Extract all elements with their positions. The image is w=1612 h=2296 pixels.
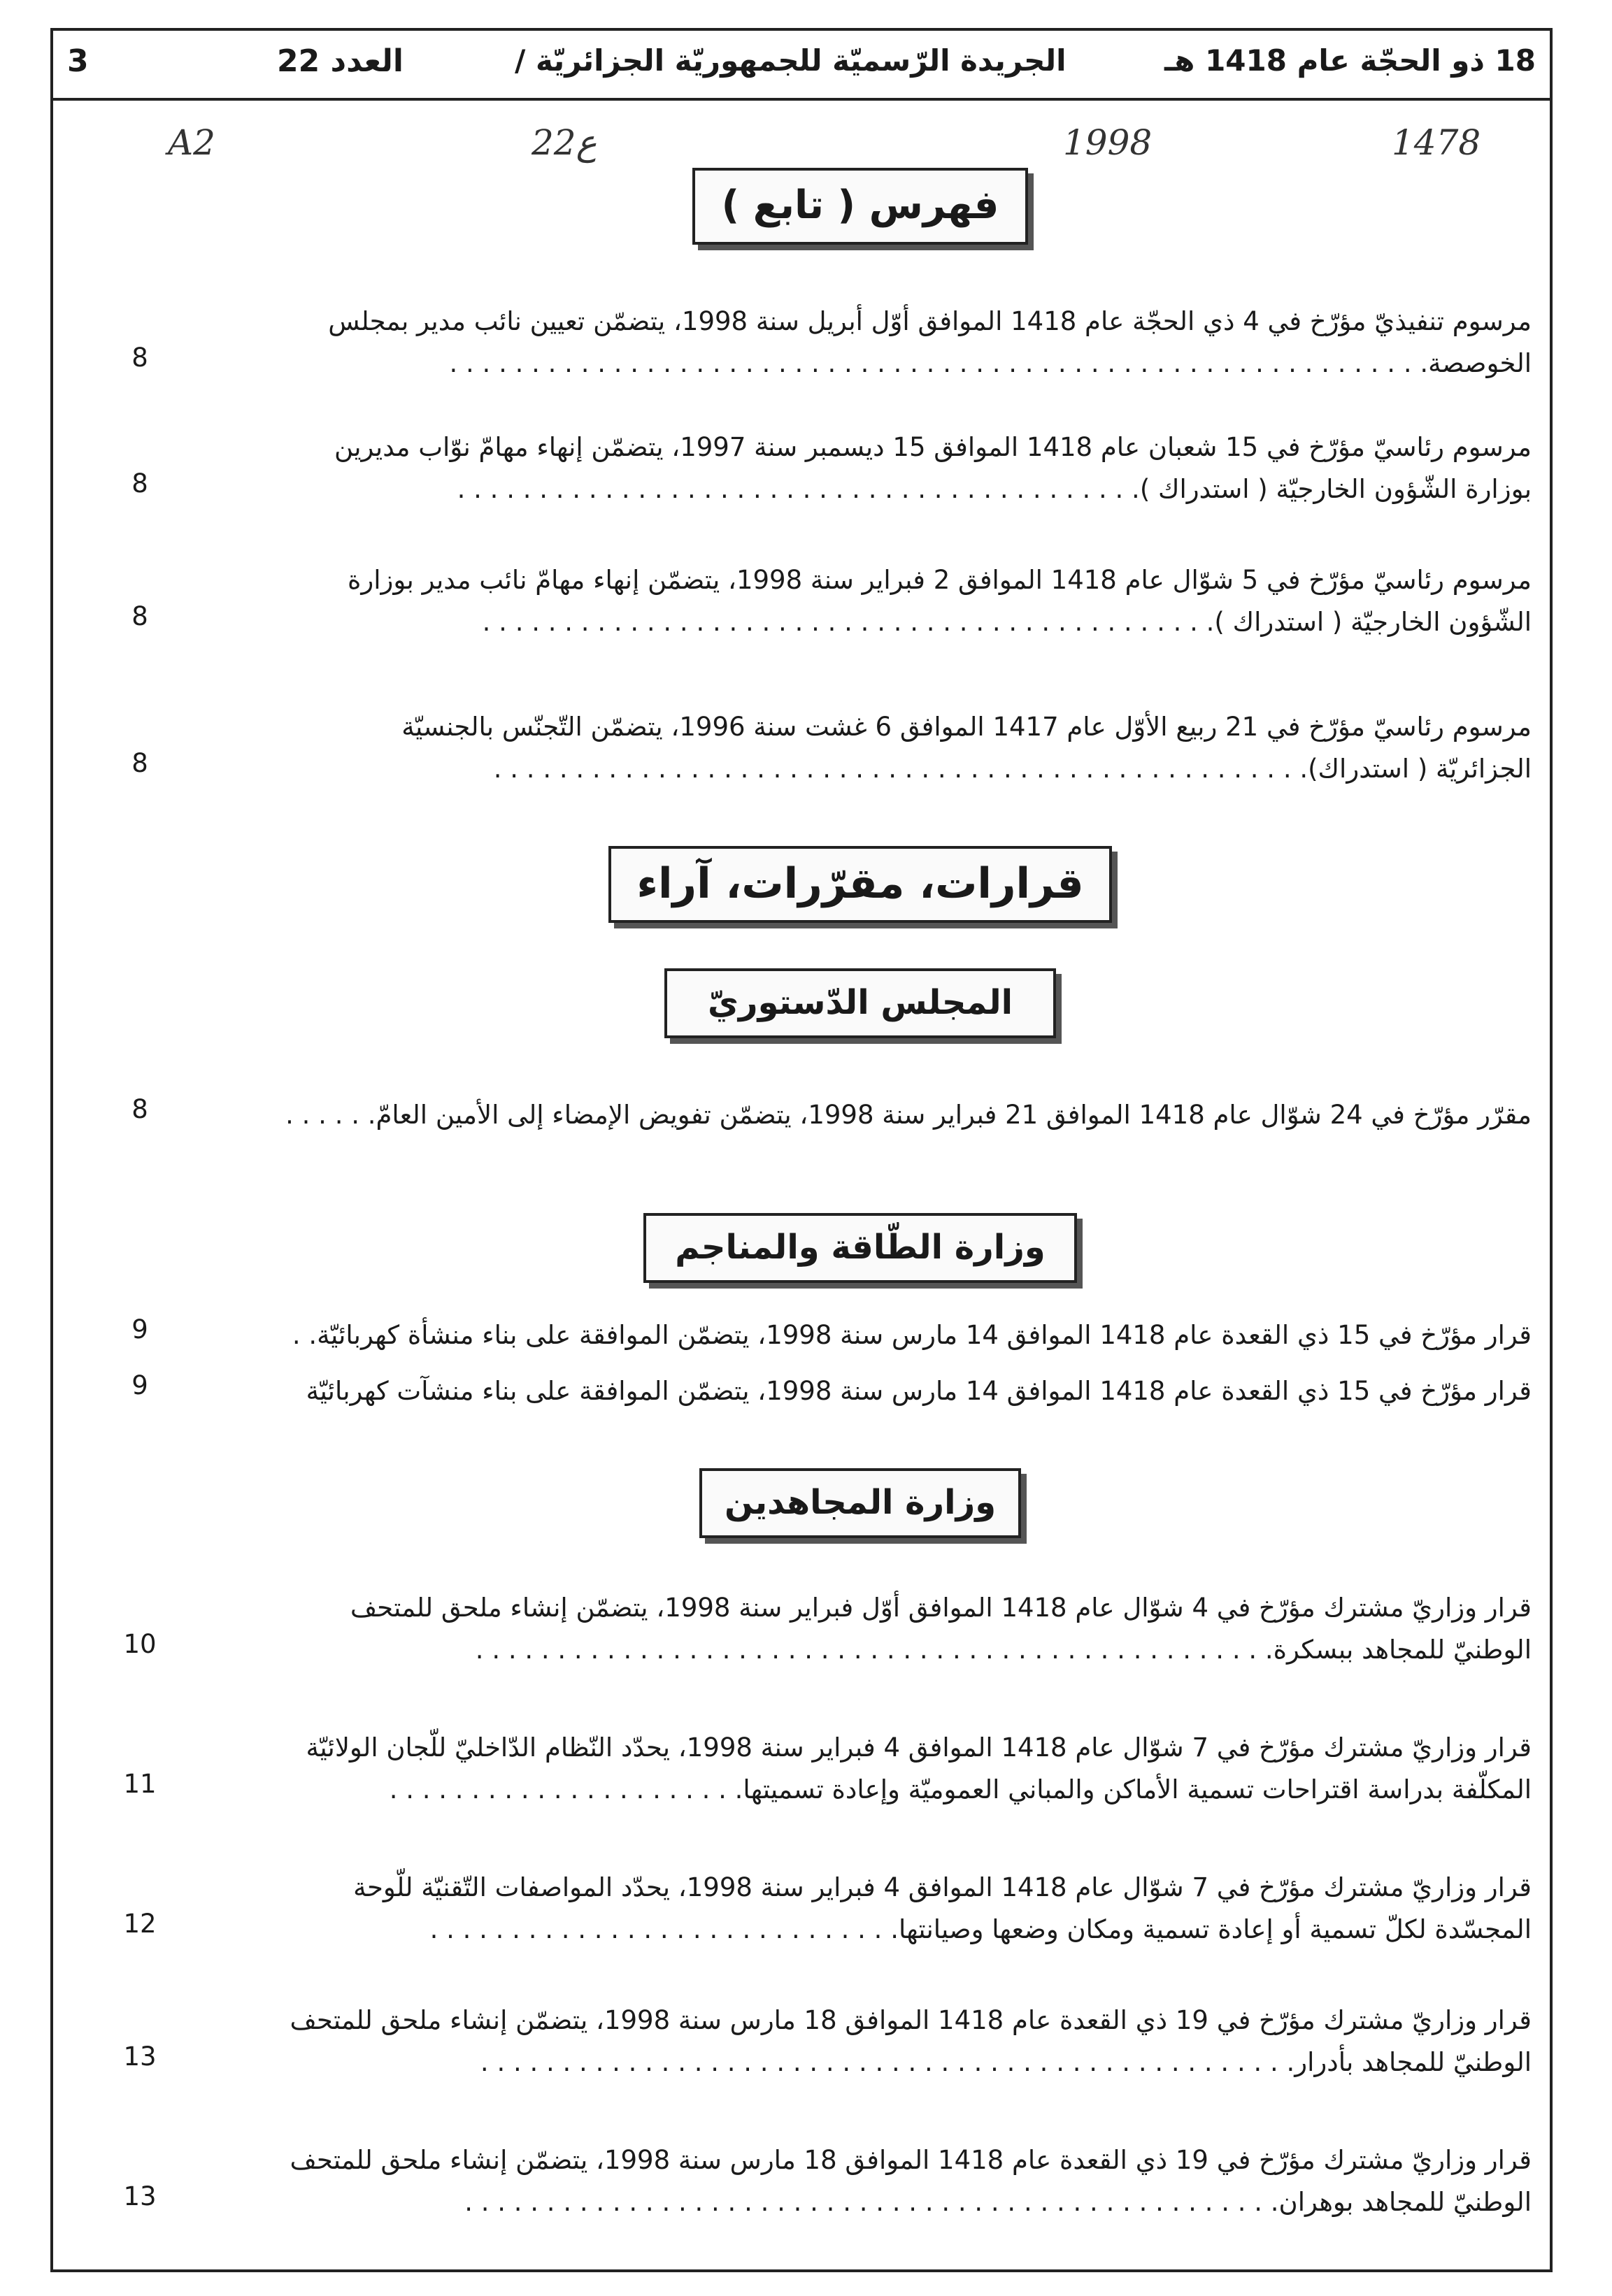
entry-text-cont: الخوصصة. . . . . . . . . . . . . . . . . . . . . . . . . . . . . . . . . . . . . . . . . . . . . . . . . . . . . . . . . . . . — [449, 348, 1532, 378]
entry-text: مرسوم رئاسيّ مؤرّخ في 15 شعبان عام 1418 الموافق 15 ديسمبر سنة 1997، يتضمّن إنهاء مهامّ نوّاب مديرين — [334, 432, 1532, 462]
issue-number: العدد 22 — [277, 43, 404, 79]
entry-text-cont: المجسّدة لكلّ تسمية أو إعادة تسمية ومكان وضعها وصيانتها. . . . . . . . . . . . . . . . . . . . . . . . . . . . . — [429, 1914, 1532, 1944]
issue-date: 18 ذو الحجّة عام 1418 هـ — [1164, 43, 1536, 78]
entry-text: قرار وزاريّ مشترك مؤرّخ في 7 شوّال عام 1418 الموافق 4 فبراير سنة 1998، يحدّد النّظام الدّاخليّ للّجان الولائيّة — [306, 1732, 1532, 1763]
entry-text: مرسوم تنفيذيّ مؤرّخ في 4 ذي الحجّة عام 1418 الموافق أوّل أبريل سنة 1998، يتضمّن تعيين نائب مدير بمجلس — [328, 306, 1532, 336]
entry-text: قرار وزاريّ مشترك مؤرّخ في 19 ذي القعدة عام 1418 الموافق 18 مارس سنة 1998، يتضمّن إنشاء ملحق للمتحف — [290, 2145, 1532, 2175]
entry-page-number: 12 — [123, 1909, 157, 1939]
handwritten-note-number: 1478 — [1392, 122, 1481, 163]
entry-text-cont: الوطنيّ للمجاهد ببسكرة. . . . . . . . . . . . . . . . . . . . . . . . . . . . . . . . . . . . . . . . . . . . . . . . . — [475, 1635, 1532, 1665]
entry-text-cont: الوطنيّ للمجاهد بأدرار. . . . . . . . . . . . . . . . . . . . . . . . . . . . . . . . . . . . . . . . . . . . . . . . . . — [480, 2047, 1532, 2077]
entry-text-cont: الوطنيّ للمجاهد بوهران. . . . . . . . . . . . . . . . . . . . . . . . . . . . . . . . . . . . . . . . . . . . . . . . . . — [464, 2187, 1532, 2217]
entry-energy-2 — [161, 1370, 1532, 1412]
entry-page-number: 13 — [123, 2042, 157, 2072]
entry-text: مرسوم رئاسيّ مؤرّخ في 21 ربيع الأوّل عام 1417 الموافق 6 غشت سنة 1996، يتضمّن التّجنّس بالجنسيّة — [401, 712, 1532, 742]
entry-constitutional — [161, 1094, 1532, 1136]
page-number: 3 — [67, 43, 89, 79]
entry-text: قرار وزاريّ مشترك مؤرّخ في 19 ذي القعدة عام 1418 الموافق 18 مارس سنة 1998، يتضمّن إنشاء ملحق للمتحف — [290, 2005, 1532, 2035]
entry-text-cont: الشّؤون الخارجيّة ( استدراك ). . . . . . . . . . . . . . . . . . . . . . . . . . . . . . . . . . . . . . . . . . . . . — [482, 607, 1532, 637]
section-title-constitutional: المجلس الدّستوريّ — [664, 968, 1056, 1038]
section-title-energy: وزارة الطّاقة والمناجم — [643, 1213, 1077, 1283]
entry-page-number: 8 — [131, 468, 148, 498]
index-title: فهرس ( تابع ) — [692, 168, 1028, 245]
entry-mujahideen-5 — [161, 2139, 1532, 2223]
entry-energy-1 — [161, 1314, 1532, 1356]
entry-decree-4 — [161, 706, 1532, 790]
entry-mujahideen-1 — [161, 1587, 1532, 1671]
handwritten-note-a2: A2 — [168, 122, 215, 163]
entry-decree-2 — [161, 426, 1532, 510]
entry-page-number: 9 — [131, 1370, 148, 1400]
entry-page-number: 8 — [131, 601, 148, 631]
section-title-decisions: قرارات، مقرّرات، آراء — [608, 846, 1112, 923]
entry-mujahideen-3 — [161, 1867, 1532, 1951]
section-title-mujahideen: وزارة المجاهدين — [699, 1468, 1021, 1538]
entry-mujahideen-4 — [161, 2000, 1532, 2083]
entry-mujahideen-2 — [161, 1727, 1532, 1811]
entry-page-number: 8 — [131, 748, 148, 778]
handwritten-note-issue: 22ع — [532, 122, 597, 163]
entry-text: قرار وزاريّ مشترك مؤرّخ في 4 شوّال عام 1418 الموافق أوّل فبراير سنة 1998، يتضمّن إنشاء ملحق للمتحف — [350, 1593, 1532, 1623]
entry-page-number: 13 — [123, 2181, 157, 2211]
entry-page-number: 9 — [131, 1314, 148, 1344]
entry-decree-1 — [161, 301, 1532, 385]
entry-text-cont: الجزائريّة ( استدراك). . . . . . . . . . . . . . . . . . . . . . . . . . . . . . . . . . . . . . . . . . . . . . . . . . — [493, 754, 1532, 784]
entry-text: قرار مؤرّخ في 15 ذي القعدة عام 1418 الموافق 14 مارس سنة 1998، يتضمّن الموافقة على بناء منشأة كهربائيّة. . — [292, 1320, 1532, 1350]
entry-page-number: 8 — [131, 1094, 148, 1124]
entry-text: قرار مؤرّخ في 15 ذي القعدة عام 1418 الموافق 14 مارس سنة 1998، يتضمّن الموافقة على بناء منشآت كهربائيّة — [306, 1376, 1532, 1406]
entry-page-number: 10 — [123, 1629, 157, 1659]
entry-page-number: 11 — [123, 1769, 157, 1799]
entry-page-number: 8 — [131, 343, 148, 373]
entry-text-cont: المكلّفة بدراسة اقتراحات تسمية الأماكن والمباني العموميّة وإعادة تسميتها. . . . . . . . . . . . . . . . . . . . . . — [389, 1774, 1532, 1804]
entry-decree-3 — [161, 559, 1532, 643]
entry-text: قرار وزاريّ مشترك مؤرّخ في 7 شوّال عام 1418 الموافق 4 فبراير سنة 1998، يحدّد المواصفات التّقنيّة للّوحة — [353, 1872, 1532, 1902]
entry-text: مقرّر مؤرّخ في 24 شوّال عام 1418 الموافق 21 فبراير سنة 1998، يتضمّن تفويض الإمضاء إلى الأمين العامّ. . . . . . — [285, 1100, 1532, 1130]
entry-text: مرسوم رئاسيّ مؤرّخ في 5 شوّال عام 1418 الموافق 2 فبراير سنة 1998، يتضمّن إنهاء مهامّ نائب مدير بوزارة — [348, 565, 1532, 595]
page-header — [50, 28, 1553, 98]
handwritten-note-year: 1998 — [1063, 122, 1153, 163]
journal-title: الجريدة الرّسميّة للجمهوريّة الجزائريّة / — [515, 43, 1067, 78]
entry-text-cont: بوزارة الشّؤون الخارجيّة ( استدراك ). . . . . . . . . . . . . . . . . . . . . . . . . . . . . . . . . . . . . . . . . . — [457, 474, 1532, 504]
